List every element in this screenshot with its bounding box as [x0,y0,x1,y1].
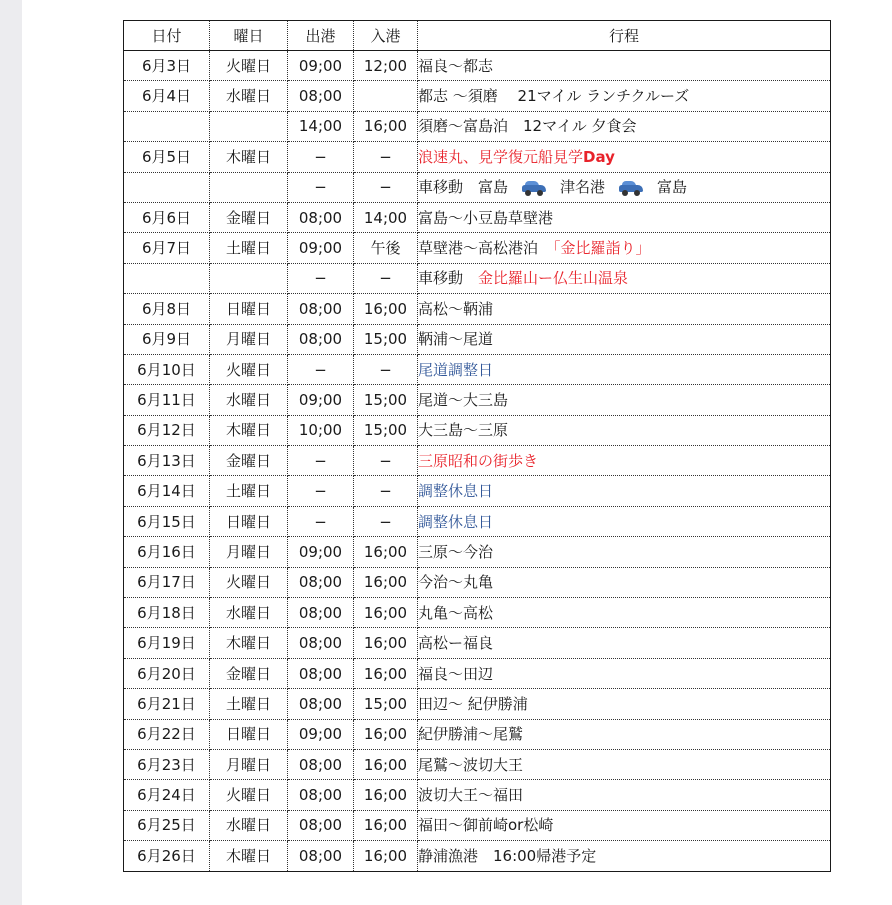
itinerary-cell [418,142,831,172]
departure-cell: 08;00 [288,841,354,871]
itinerary-cell [418,749,831,779]
itinerary-text: 富島〜小豆島草壁港 [418,208,554,227]
table-row [124,567,831,597]
departure-cell: − [288,263,354,293]
itinerary-cell [418,780,831,810]
departure-cell: − [288,446,354,476]
departure-cell: 08;00 [288,202,354,232]
itinerary-text: 高松ー福良 [418,634,494,653]
itinerary-text: 今治〜丸亀 [418,573,494,592]
arrival-cell: 14;00 [354,202,418,232]
arrival-cell: − [354,354,418,384]
arrival-cell: 16;00 [354,628,418,658]
date-cell: 6月13日 [124,446,210,476]
arrival-cell: 16;00 [354,749,418,779]
arrival-cell: − [354,172,418,202]
table-row [124,598,831,628]
itinerary-text: 調整休息日 [418,512,494,531]
arrival-cell: 16;00 [354,111,418,141]
weekday-cell: 土曜日 [210,689,288,719]
itinerary-text: 尾鷲〜波切大王 [418,755,524,774]
arrival-cell: − [354,263,418,293]
date-cell: 6月24日 [124,780,210,810]
weekday-cell: 土曜日 [210,476,288,506]
weekday-cell: 水曜日 [210,385,288,415]
itinerary-text: 高松〜鞆浦 [418,299,494,318]
arrival-cell: 12;00 [354,51,418,81]
itinerary-text: Day [583,147,615,166]
weekday-cell: 日曜日 [210,719,288,749]
departure-cell: 08;00 [288,658,354,688]
departure-cell: 08;00 [288,294,354,324]
weekday-cell: 日曜日 [210,294,288,324]
arrival-cell: − [354,142,418,172]
date-cell: 6月14日 [124,476,210,506]
date-cell: 6月15日 [124,506,210,536]
itinerary-cell [418,567,831,597]
itinerary-cell [418,324,831,354]
date-cell [124,263,210,293]
itinerary-text: 草壁港〜高松港泊 [418,239,554,258]
date-cell: 6月3日 [124,51,210,81]
itinerary-cell [418,202,831,232]
date-cell: 6月18日 [124,598,210,628]
date-cell: 6月6日 [124,202,210,232]
date-cell: 6月10日 [124,354,210,384]
itinerary-text: 福良〜都志 [418,56,494,75]
car-icon [619,181,643,195]
date-cell: 6月22日 [124,719,210,749]
table-row [124,810,831,840]
arrival-cell: 16;00 [354,841,418,871]
weekday-cell: 木曜日 [210,841,288,871]
itinerary-text: 大三島〜三原 [418,421,509,440]
itinerary-text: 福良〜田辺 [418,664,494,683]
date-cell: 6月25日 [124,810,210,840]
date-cell: 6月26日 [124,841,210,871]
weekday-cell [210,111,288,141]
itinerary-text: 福田〜御前崎or松崎 [418,816,554,835]
table-row [124,780,831,810]
arrival-cell: 16;00 [354,658,418,688]
date-cell: 6月12日 [124,415,210,445]
table-row [124,324,831,354]
date-cell: 6月8日 [124,294,210,324]
departure-cell: 09;00 [288,537,354,567]
itinerary-cell [418,385,831,415]
departure-cell: 08;00 [288,324,354,354]
departure-cell: 09;00 [288,385,354,415]
header-weekday: 曜日 [210,21,288,51]
departure-cell: 08;00 [288,749,354,779]
itinerary-cell [418,415,831,445]
table-row [124,841,831,871]
weekday-cell: 金曜日 [210,446,288,476]
itinerary-cell [418,111,831,141]
itinerary-cell [418,689,831,719]
date-cell [124,111,210,141]
departure-cell: 14;00 [288,111,354,141]
arrival-cell: 16;00 [354,537,418,567]
table-row [124,172,831,202]
arrival-cell: 16;00 [354,294,418,324]
header-itinerary: 行程 [418,21,831,51]
header-date: 日付 [124,21,210,51]
itinerary-text: 車移動 [418,269,479,288]
itinerary-text: 須磨〜富島泊 12マイル 夕食会 [418,117,637,136]
table-row [124,233,831,263]
arrival-cell [354,81,418,111]
departure-cell: 10;00 [288,415,354,445]
date-cell: 6月5日 [124,142,210,172]
arrival-cell: 16;00 [354,780,418,810]
header-arrival: 入港 [354,21,418,51]
weekday-cell: 木曜日 [210,142,288,172]
arrival-cell: − [354,506,418,536]
weekday-cell: 木曜日 [210,415,288,445]
table-row [124,628,831,658]
date-cell: 6月21日 [124,689,210,719]
table-row [124,658,831,688]
itinerary-cell [418,719,831,749]
table-row [124,81,831,111]
weekday-cell: 月曜日 [210,749,288,779]
itinerary-text: 浪速丸、見学復元船見学 [418,147,584,166]
table-row [124,111,831,141]
arrival-cell: 15;00 [354,385,418,415]
header-row [124,21,831,51]
car-icon [522,181,546,195]
itinerary-cell [418,628,831,658]
departure-cell: 08;00 [288,81,354,111]
table-row [124,749,831,779]
weekday-cell: 金曜日 [210,202,288,232]
date-cell: 6月11日 [124,385,210,415]
departure-cell: − [288,476,354,506]
weekday-cell: 月曜日 [210,324,288,354]
itinerary-text: 波切大王〜福田 [418,786,524,805]
itinerary-text: 調整休息日 [418,482,494,501]
weekday-cell: 土曜日 [210,233,288,263]
table-row [124,385,831,415]
table-row [124,476,831,506]
itinerary-cell [418,537,831,567]
arrival-cell: − [354,446,418,476]
departure-cell: 09;00 [288,233,354,263]
itinerary-text: 「金比羅詣り」 [553,239,651,258]
arrival-cell: 15;00 [354,324,418,354]
departure-cell: − [288,506,354,536]
departure-cell: 08;00 [288,567,354,597]
itinerary-text: 津名港 [560,178,606,197]
weekday-cell: 日曜日 [210,506,288,536]
itinerary-cell [418,506,831,536]
itinerary-text: 紀伊勝浦〜尾鷲 [418,725,524,744]
itinerary-cell [418,294,831,324]
itinerary-cell [418,172,831,202]
table-row [124,415,831,445]
itinerary-text: 鞆浦〜尾道 [418,330,494,349]
itinerary-cell [418,810,831,840]
departure-cell: − [288,172,354,202]
document-page [22,0,892,905]
weekday-cell: 火曜日 [210,780,288,810]
arrival-cell: 16;00 [354,719,418,749]
departure-cell: − [288,354,354,384]
weekday-cell: 木曜日 [210,628,288,658]
weekday-cell: 水曜日 [210,598,288,628]
arrival-cell: 15;00 [354,689,418,719]
date-cell: 6月23日 [124,749,210,779]
arrival-cell: 午後 [354,233,418,263]
itinerary-text: 田辺〜 紀伊勝浦 [418,694,528,713]
weekday-cell: 水曜日 [210,81,288,111]
date-cell [124,172,210,202]
itinerary-text: 三原昭和の街歩き [418,451,539,470]
itinerary-cell [418,841,831,871]
weekday-cell [210,263,288,293]
table-row [124,506,831,536]
date-cell: 6月4日 [124,81,210,111]
weekday-cell: 月曜日 [210,537,288,567]
table-row [124,51,831,81]
itinerary-cell [418,233,831,263]
itinerary-cell [418,263,831,293]
itinerary-text: 金比羅山ー仏生山温泉 [478,269,629,288]
table-row [124,294,831,324]
itinerary-text: 尾道〜大三島 [418,390,509,409]
weekday-cell: 火曜日 [210,354,288,384]
date-cell: 6月9日 [124,324,210,354]
table-row [124,537,831,567]
itinerary-cell [418,354,831,384]
itinerary-text: 尾道調整日 [418,360,494,379]
itinerary-cell [418,81,831,111]
date-cell: 6月7日 [124,233,210,263]
itinerary-text: 静浦漁港 16:00帰港予定 [418,846,597,865]
table-row [124,689,831,719]
weekday-cell: 火曜日 [210,567,288,597]
itinerary-text: 三原〜今治 [418,542,494,561]
date-cell: 6月17日 [124,567,210,597]
itinerary-text: 富島 [657,178,688,197]
date-cell: 6月19日 [124,628,210,658]
itinerary-text: 車移動 富島 [418,178,509,197]
weekday-cell: 水曜日 [210,810,288,840]
departure-cell: 08;00 [288,810,354,840]
itinerary-cell [418,476,831,506]
header-departure: 出港 [288,21,354,51]
itinerary-cell [418,598,831,628]
itinerary-text: 都志 〜須磨 21マイル ランチクルーズ [418,87,690,106]
arrival-cell: 16;00 [354,567,418,597]
itinerary-cell [418,51,831,81]
table-row [124,354,831,384]
arrival-cell: 15;00 [354,415,418,445]
departure-cell: 09;00 [288,719,354,749]
departure-cell: 08;00 [288,689,354,719]
departure-cell: 08;00 [288,598,354,628]
date-cell: 6月16日 [124,537,210,567]
date-cell: 6月20日 [124,658,210,688]
weekday-cell: 火曜日 [210,51,288,81]
departure-cell: − [288,142,354,172]
table-row [124,263,831,293]
arrival-cell: 16;00 [354,598,418,628]
departure-cell: 08;00 [288,780,354,810]
weekday-cell: 金曜日 [210,658,288,688]
itinerary-cell [418,446,831,476]
table-row [124,719,831,749]
departure-cell: 09;00 [288,51,354,81]
table-row [124,446,831,476]
schedule-table [123,20,831,872]
arrival-cell: − [354,476,418,506]
table-row [124,202,831,232]
itinerary-text: 丸亀〜高松 [418,603,494,622]
table-row [124,142,831,172]
departure-cell: 08;00 [288,628,354,658]
weekday-cell [210,172,288,202]
arrival-cell: 16;00 [354,810,418,840]
itinerary-cell [418,658,831,688]
